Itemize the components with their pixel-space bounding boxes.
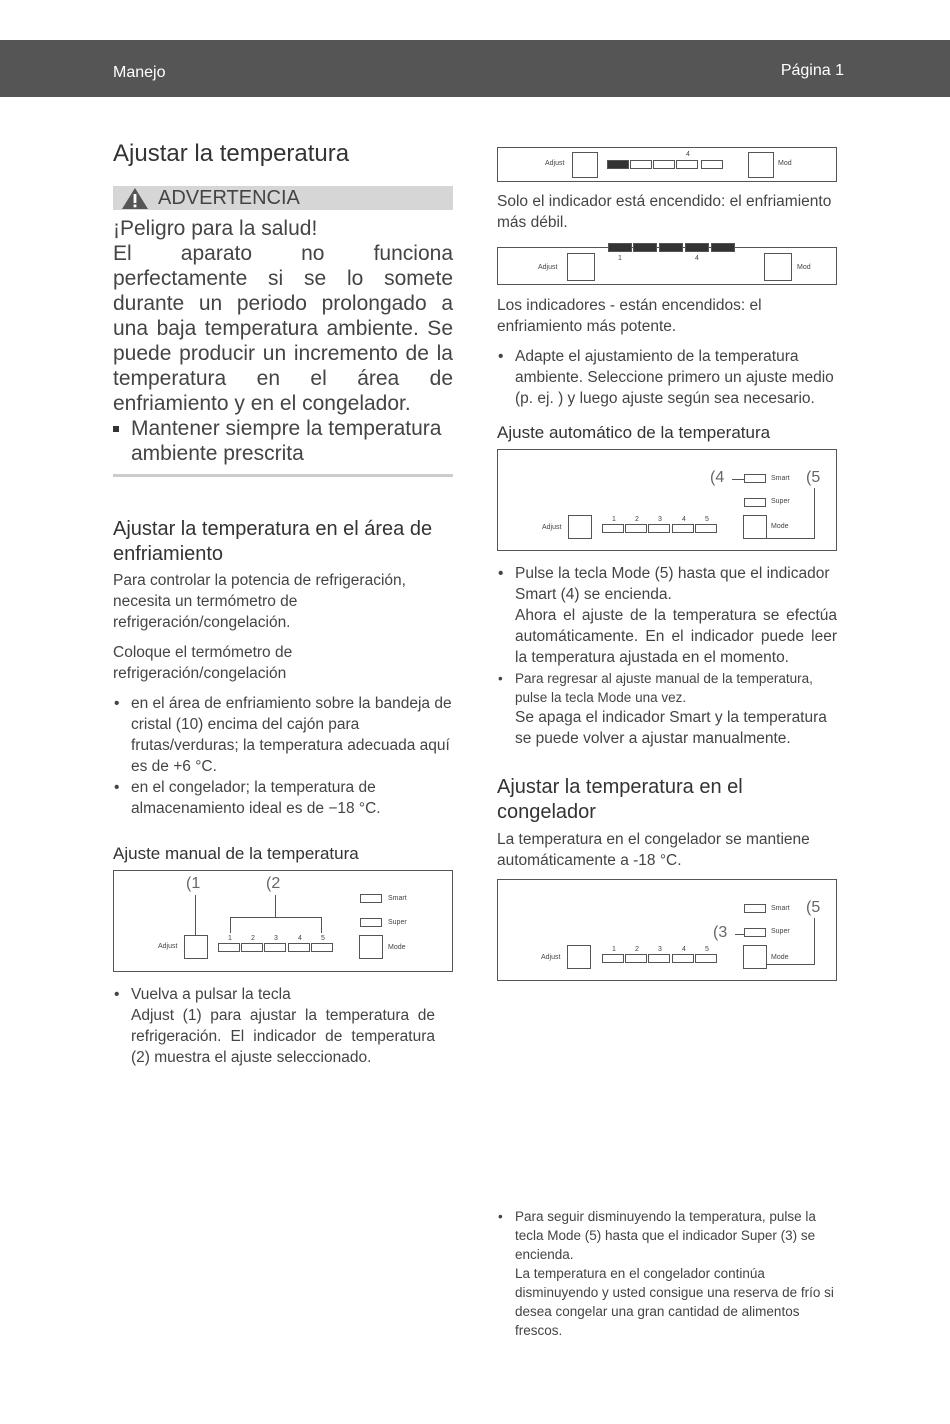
temp-indicator-2 bbox=[633, 243, 657, 252]
callout-5: (5 bbox=[806, 899, 821, 916]
temp-indicator-1 bbox=[602, 954, 624, 963]
right-column bbox=[497, 140, 837, 981]
temp-indicator-4 bbox=[685, 243, 709, 252]
adjust-button[interactable] bbox=[572, 152, 598, 178]
temp-indicator-4 bbox=[672, 524, 694, 533]
indicator-number: 5 bbox=[705, 516, 709, 523]
paragraph-place: Coloque el termómetro de refrigeración/congelación bbox=[113, 644, 293, 682]
manual-title: Ajuste manual de la temperatura bbox=[113, 844, 359, 863]
mode-button[interactable] bbox=[743, 945, 767, 969]
adapt-list bbox=[497, 346, 837, 409]
page-header bbox=[0, 40, 950, 97]
callout-line bbox=[275, 895, 276, 917]
super-indicator bbox=[360, 918, 382, 927]
callout-line bbox=[735, 934, 744, 935]
indicator-number: 1 bbox=[612, 946, 616, 953]
section-title-cooling: Ajustar la temperatura en el área de enfriamiento bbox=[113, 518, 433, 565]
smart-label: Smart bbox=[771, 905, 790, 912]
smart-label: Smart bbox=[388, 895, 407, 902]
list-item-line: • Vuelva a pulsar la tecla bbox=[131, 986, 291, 1003]
callout-5: (5 bbox=[806, 469, 821, 486]
mode-label: Mod bbox=[797, 264, 811, 271]
divider bbox=[113, 474, 453, 477]
temp-indicator-3 bbox=[659, 243, 683, 252]
section-title: Manejo bbox=[113, 64, 166, 81]
temp-indicator-2 bbox=[241, 943, 263, 952]
list-item-text: Ahora el ajuste de la temperatura se efectúa automáticamente. En el indicador puede leer la temperatura ajustada en el momento. bbox=[515, 607, 837, 666]
list-item bbox=[497, 669, 837, 749]
callout-line bbox=[766, 538, 815, 539]
control-panel-auto bbox=[497, 449, 837, 551]
indicator-number: 2 bbox=[635, 516, 639, 523]
temp-indicator-1 bbox=[218, 943, 240, 952]
mode-label: Mode bbox=[771, 523, 789, 530]
list-item-text: Se apaga el indicador Smart y la temperatura se puede volver a ajustar manualmente. bbox=[515, 709, 827, 747]
adjust-button[interactable] bbox=[567, 945, 591, 969]
paragraph-strong: Los indicadores - están encendidos: el enfriamiento más potente. bbox=[497, 297, 762, 335]
auto-title: Ajuste automático de la temperatura bbox=[497, 423, 771, 442]
adjust-label: Adjust bbox=[541, 954, 561, 961]
mode-button[interactable] bbox=[748, 152, 774, 178]
indicator-number: 1 bbox=[228, 935, 232, 942]
indicator-number: 5 bbox=[705, 946, 709, 953]
list-item-text: • Pulse la tecla Mode (5) hasta que el indicador Smart (4) se encienda. bbox=[515, 565, 830, 603]
page-number: Página 1 bbox=[780, 62, 844, 79]
indicator-number: 2 bbox=[251, 935, 255, 942]
list-item-text: Adjust (1) para ajustar la temperatura de refrigeración. El indicador de temperatura (2) muestra el ajuste seleccionado. bbox=[131, 1007, 435, 1066]
placement-list bbox=[113, 693, 453, 819]
mode-label: Mode bbox=[388, 944, 406, 951]
callout-line bbox=[814, 918, 815, 964]
adjust-button[interactable] bbox=[567, 253, 595, 281]
warning-text: El aparato no funciona perfectamente si se lo somete durante un periodo prolongado a una baja temperatura ambiente. Se puede producir un incremento de la temperatura en el área de enfriamiento y en el congelador. bbox=[113, 242, 453, 415]
list-item-text: La temperatura en el congelador continúa disminuyendo y usted consigue una reserva de frío si desea congelar una gran cantidad de alimentos frescos. bbox=[515, 1266, 834, 1338]
control-panel-weak bbox=[497, 147, 837, 182]
adjust-label: Adjust bbox=[545, 160, 565, 167]
adjust-label: Adjust bbox=[538, 264, 558, 271]
temp-indicator-2 bbox=[625, 524, 647, 533]
list-item bbox=[497, 563, 837, 668]
warning-item-text: Mantener siempre la temperatura ambiente prescrita bbox=[131, 417, 442, 465]
list-item-text: • Para regresar al ajuste manual de la temperatura, pulse la tecla Mode una vez. bbox=[515, 671, 813, 705]
square-bullet-icon bbox=[113, 426, 119, 432]
mode-button[interactable] bbox=[743, 515, 767, 539]
control-panel-strong bbox=[497, 247, 837, 285]
smart-indicator bbox=[744, 904, 766, 913]
temp-indicator-5 bbox=[711, 243, 735, 252]
super-indicator bbox=[744, 498, 766, 507]
indicator-number: 4 bbox=[686, 151, 690, 158]
super-label: Super bbox=[771, 498, 790, 505]
indicator-number: 2 bbox=[635, 946, 639, 953]
indicator-number: 1 bbox=[612, 516, 616, 523]
callout-3: (3 bbox=[713, 924, 728, 941]
temp-indicator-3 bbox=[648, 524, 670, 533]
list-item bbox=[497, 1207, 837, 1340]
callout-1: (1 bbox=[186, 875, 201, 892]
temp-indicator-5 bbox=[311, 943, 333, 952]
temp-indicator-3 bbox=[653, 160, 675, 169]
control-panel-freezer bbox=[497, 879, 837, 981]
callout-2: (2 bbox=[266, 875, 281, 892]
list-item bbox=[113, 984, 453, 1068]
temp-indicator-1 bbox=[608, 243, 632, 252]
left-column bbox=[113, 140, 453, 1068]
adjust-button[interactable] bbox=[568, 515, 592, 539]
mode-button[interactable] bbox=[764, 253, 792, 281]
indicator-number: 4 bbox=[695, 255, 699, 262]
temp-indicator-3 bbox=[648, 954, 670, 963]
page-title: Ajustar la temperatura bbox=[113, 140, 350, 167]
callout-4: (4 bbox=[710, 469, 725, 486]
temp-indicator-4 bbox=[676, 160, 698, 169]
callout-line bbox=[814, 488, 815, 538]
indicator-number: 4 bbox=[682, 946, 686, 953]
mode-label: Mode bbox=[771, 954, 789, 961]
auto-list bbox=[497, 563, 837, 749]
paragraph-freezer: La temperatura en el congelador se mantiene automáticamente a -18 °C. bbox=[497, 831, 810, 869]
temp-indicator-5 bbox=[701, 160, 723, 169]
super-indicator bbox=[744, 928, 766, 937]
warning-headline: ¡Peligro para la salud! bbox=[113, 217, 318, 240]
callout-bracket bbox=[230, 917, 322, 918]
smart-indicator bbox=[744, 474, 766, 483]
temp-indicator-5 bbox=[695, 524, 717, 533]
temp-indicator-5 bbox=[695, 954, 717, 963]
adjust-label: Adjust bbox=[158, 943, 178, 950]
callout-bracket bbox=[230, 917, 231, 933]
adjust-button[interactable] bbox=[184, 935, 208, 959]
temp-indicator-1 bbox=[607, 160, 629, 169]
adjust-label: Adjust bbox=[542, 524, 562, 531]
temp-indicator-4 bbox=[288, 943, 310, 952]
smart-indicator bbox=[360, 894, 382, 903]
list-item: • en el congelador; la temperatura de almacenamiento ideal es de −18 °C. bbox=[113, 777, 453, 819]
paragraph-weak: Solo el indicador está encendido: el enfriamiento más débil. bbox=[497, 193, 832, 231]
indicator-number: 5 bbox=[321, 935, 325, 942]
indicator-number: 4 bbox=[298, 935, 302, 942]
warning-icon bbox=[121, 187, 149, 216]
list-item: • en el área de enfriamiento sobre la bandeja de cristal (10) encima del cajón para frutas/verduras; la temperatura adecuada aquí es de +6 °C. bbox=[113, 693, 453, 777]
warning-bar bbox=[113, 186, 453, 210]
indicator-number: 3 bbox=[274, 935, 278, 942]
temp-indicator-3 bbox=[264, 943, 286, 952]
smart-label: Smart bbox=[771, 475, 790, 482]
mode-button[interactable] bbox=[359, 935, 383, 959]
paragraph-thermometer: Para controlar la potencia de refrigeración, necesita un termómetro de refrigeración/congelación. bbox=[113, 572, 406, 631]
mode-label: Mod bbox=[778, 160, 792, 167]
warning-list-item bbox=[113, 416, 453, 466]
temp-indicator-2 bbox=[630, 160, 652, 169]
freezer-list bbox=[497, 1207, 837, 1340]
callout-line bbox=[732, 479, 744, 480]
indicator-number: 3 bbox=[658, 516, 662, 523]
list-item: • Adapte el ajustamiento de la temperatura ambiente. Seleccione primero un ajuste medio (p. ej. ) y luego ajuste según sea necesario. bbox=[497, 346, 837, 409]
indicator-number: 4 bbox=[682, 516, 686, 523]
warning-label: ADVERTENCIA bbox=[158, 187, 300, 209]
indicator-number: 1 bbox=[618, 255, 622, 262]
list-item-text: • Para seguir disminuyendo la temperatura, pulse la tecla Mode (5) hasta que el indicador Super (3) se encienda. bbox=[515, 1209, 816, 1262]
super-label: Super bbox=[388, 919, 407, 926]
warning-body bbox=[113, 216, 453, 466]
temp-indicator-1 bbox=[602, 524, 624, 533]
callout-line bbox=[766, 964, 815, 965]
control-panel-manual bbox=[113, 870, 453, 972]
manual-list bbox=[113, 984, 453, 1068]
callout-bracket bbox=[321, 917, 322, 933]
indicator-number: 3 bbox=[658, 946, 662, 953]
freezer-title: Ajustar la temperatura en el congelador bbox=[497, 776, 743, 823]
temp-indicator-2 bbox=[625, 954, 647, 963]
super-label: Super bbox=[771, 928, 790, 935]
callout-line bbox=[195, 895, 196, 935]
temp-indicator-4 bbox=[672, 954, 694, 963]
